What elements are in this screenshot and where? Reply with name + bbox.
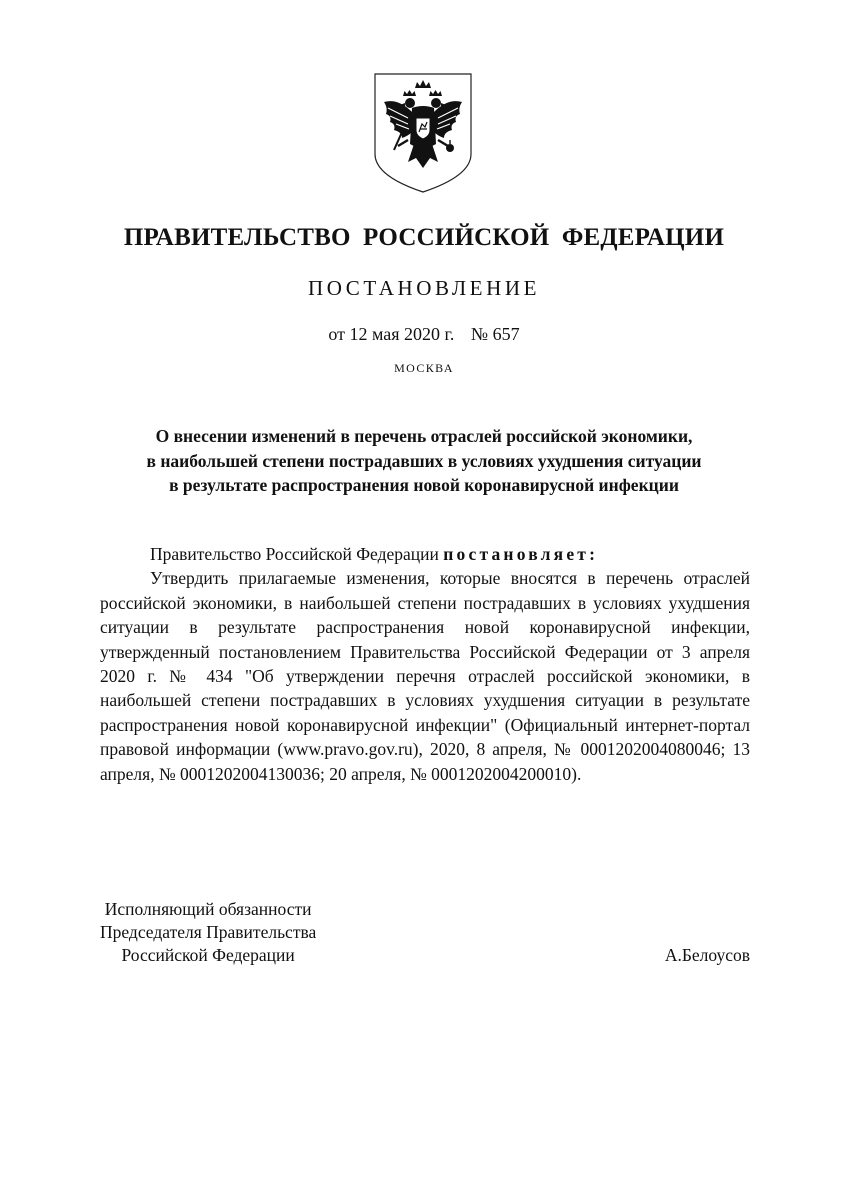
subject-line: в результате распространения новой коронавирусной инфекции — [169, 475, 679, 495]
main-paragraph: Утвердить прилагаемые изменения, которые вносятся в перечень отраслей российской экономики, в наибольшей степени пострадавших в условиях ухудшения ситуации в результате распространения новой коронавирусной инфекции, утвержденный постановлением Правительства Российской Федерации от 3 апреля 2020 г. № 434 "Об утверждении перечня отраслей российской экономики, в наибольшей степени пострадавших в условиях ухудшения ситуации в результате распространения новой коронавирусной инфекции" (Официальный интернет-портал правовой информации (www.pravo.gov.ru), 2020, 8 апреля, № 0001202004080046; 13 апреля, № 0001202004130036; 20 апреля, № 0001202004200010). — [100, 568, 750, 784]
subject-line: в наибольшей степени пострадавших в условиях ухудшения ситуации — [146, 450, 702, 471]
signatory-name: А.Белоусов — [664, 945, 750, 965]
date-number-line — [0, 324, 848, 345]
signatory-position — [100, 898, 316, 967]
document-number: № 657 — [470, 324, 520, 344]
document-date: от 12 мая 2020 г. — [328, 324, 455, 344]
document-body — [100, 542, 750, 786]
preamble-lead: Правительство Российской Федерации — [150, 544, 444, 564]
preamble — [100, 542, 750, 566]
document-type: ПОСТАНОВЛЕНИЕ — [307, 276, 541, 300]
coat-of-arms-icon — [372, 72, 474, 194]
subject-line: О внесении изменений в перечень отраслей российской экономики, — [155, 426, 693, 446]
signatory-position-line: Исполняющий обязанности — [104, 899, 312, 919]
preamble-emphasis: постановляет: — [443, 544, 599, 564]
city: МОСКВА — [394, 361, 454, 375]
signature-block — [100, 898, 750, 967]
signatory-position-line: Председателя Правительства — [100, 922, 317, 942]
signatory-position-line: Российской Федерации — [121, 945, 295, 965]
government-title: ПРАВИТЕЛЬСТВО РОССИЙСКОЙ ФЕДЕРАЦИИ — [123, 224, 725, 251]
document-subject — [80, 424, 768, 498]
